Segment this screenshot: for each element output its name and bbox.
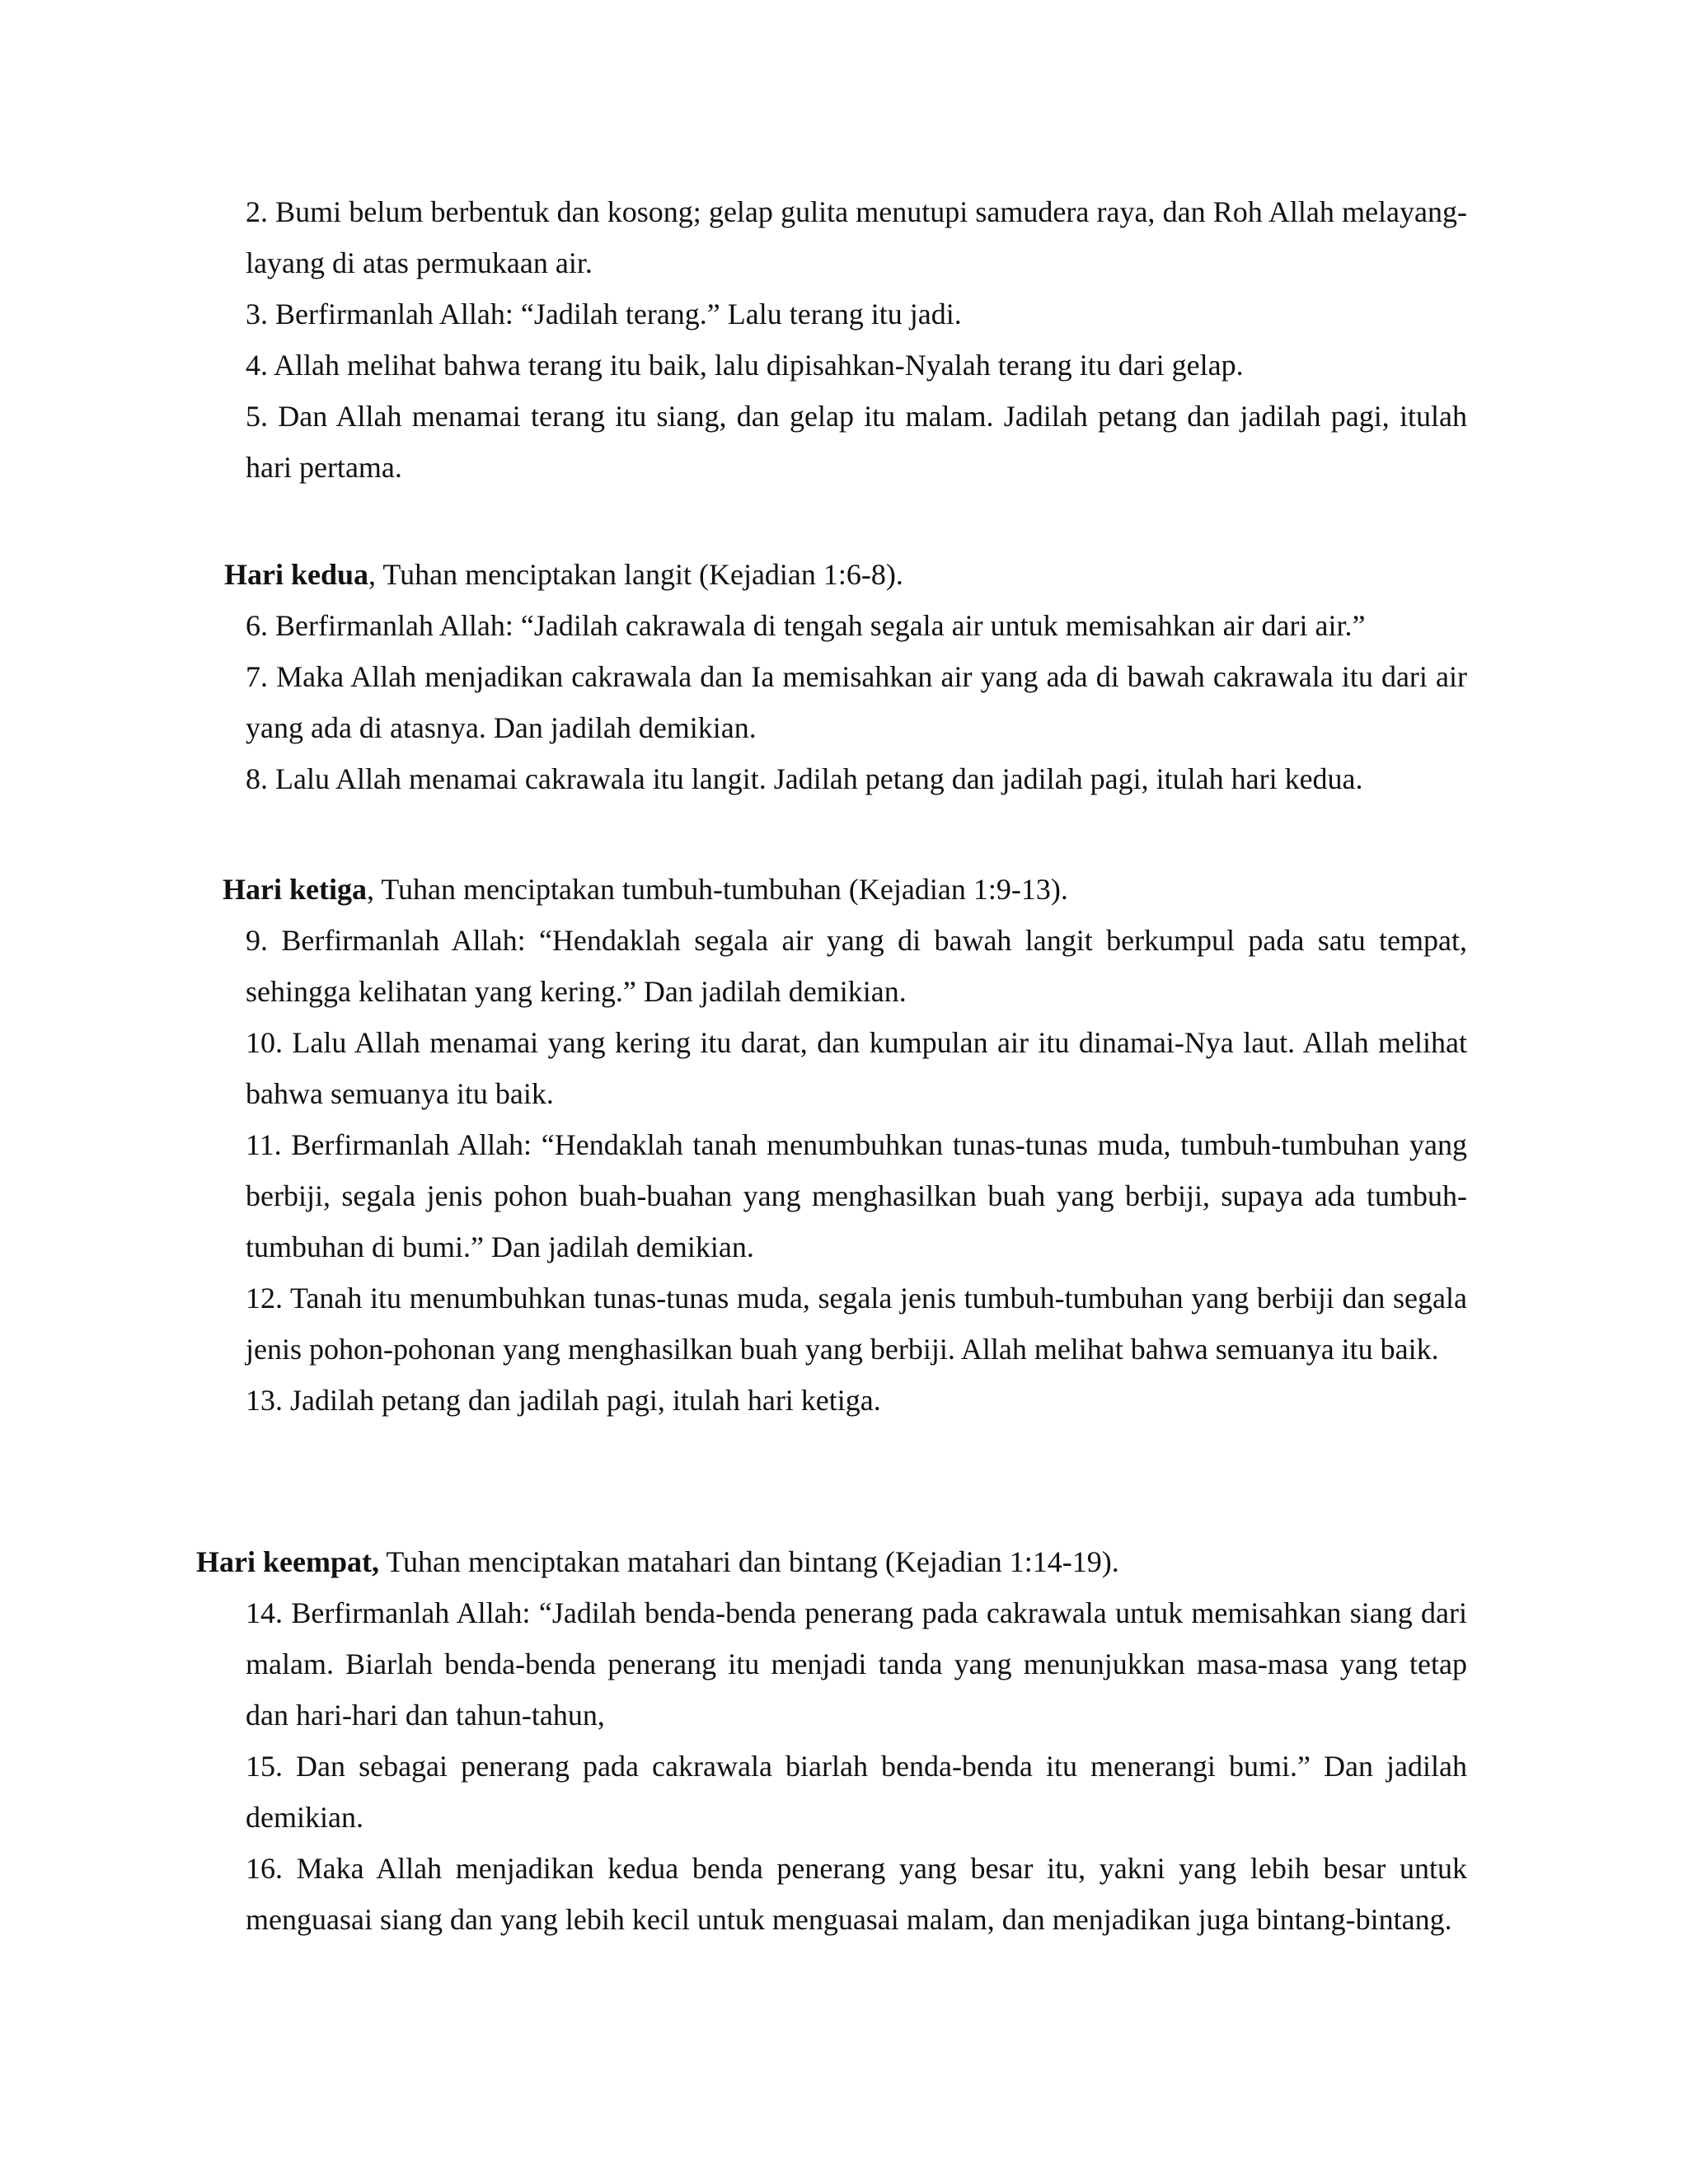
verse-4: 4. Allah melihat bahwa terang itu baik, lalu dipisahkan-Nyalah terang itu dari gelap. <box>246 349 1244 382</box>
verse-7: 7. Maka Allah menjadikan cakrawala dan Ia memisahkan air yang ada di bawah cakrawala itu dari air yang ada di atasnya. Dan jadilah demikian. <box>246 660 1467 744</box>
heading-day-four-text: Tuhan menciptakan matahari dan bintang (Kejadian 1:14-19). <box>378 1545 1119 1578</box>
verses-day-three <box>246 915 1467 1426</box>
verse-8: 8. Lalu Allah menamai cakrawala itu langit. Jadilah petang dan jadilah pagi, itulah hari kedua. <box>246 762 1363 795</box>
section-heading-day-two <box>224 549 903 600</box>
verses-day-four <box>246 1587 1467 1945</box>
heading-day-four-bold: Hari keempat, <box>196 1545 379 1578</box>
verse-16: 16. Maka Allah menjadikan kedua benda penerang yang besar itu, yakni yang lebih besar untuk menguasai siang dan yang lebih kecil untuk menguasai malam, dan menjadikan juga bintang-bintang. <box>246 1852 1467 1936</box>
verse-9: 9. Berfirmanlah Allah: “Hendaklah segala air yang di bawah langit berkumpul pada satu tempat, sehingga kelihatan yang kering.” Dan jadilah demikian. <box>246 924 1467 1008</box>
section-heading-day-three <box>223 864 1068 915</box>
section-heading-day-four <box>196 1536 1119 1587</box>
verse-10: 10. Lalu Allah menamai yang kering itu darat, dan kumpulan air itu dinamai-Nya laut. Allah melihat bahwa semuanya itu baik. <box>246 1026 1467 1110</box>
verses-day-two <box>246 600 1467 804</box>
verse-6: 6. Berfirmanlah Allah: “Jadilah cakrawala di tengah segala air untuk memisahkan air dari air.” <box>246 609 1366 642</box>
heading-day-two-bold: Hari kedua <box>224 558 369 591</box>
verse-5: 5. Dan Allah menamai terang itu siang, dan gelap itu malam. Jadilah petang dan jadilah pagi, itulah hari pertama. <box>246 400 1467 484</box>
verse-13: 13. Jadilah petang dan jadilah pagi, itulah hari ketiga. <box>246 1384 881 1417</box>
heading-day-two-text: , Tuhan menciptakan langit (Kejadian 1:6-8). <box>368 558 903 591</box>
verse-3: 3. Berfirmanlah Allah: “Jadilah terang.” Lalu terang itu jadi. <box>246 298 962 330</box>
verse-15: 15. Dan sebagai penerang pada cakrawala biarlah benda-benda itu menerangi bumi.” Dan jadilah demikian. <box>246 1750 1467 1834</box>
verse-14: 14. Berfirmanlah Allah: “Jadilah benda-benda penerang pada cakrawala untuk memisahkan siang dari malam. Biarlah benda-benda penerang itu menjadi tanda yang menunjukkan masa-masa yang tetap dan hari-hari dan tahun-tahun, <box>246 1596 1467 1732</box>
verse-12: 12. Tanah itu menumbuhkan tunas-tunas muda, segala jenis tumbuh-tumbuhan yang berbiji dan segala jenis pohon-pohonan yang menghasilkan buah yang berbiji. Allah melihat bahwa semuanya itu baik. <box>246 1282 1467 1366</box>
verse-11: 11. Berfirmanlah Allah: “Hendaklah tanah menumbuhkan tunas-tunas muda, tumbuh-tumbuhan yang berbiji, segala jenis pohon buah-buahan yang menghasilkan buah yang berbiji, supaya ada tumbuh-tumbuhan di bumi.” Dan jadilah demikian. <box>246 1128 1467 1263</box>
heading-day-three-bold: Hari ketiga <box>223 873 367 906</box>
verse-2: 2. Bumi belum berbentuk dan kosong; gelap gulita menutupi samudera raya, dan Roh Allah melayang-layang di atas permukaan air. <box>246 195 1467 279</box>
heading-day-three-text: , Tuhan menciptakan tumbuh-tumbuhan (Kejadian 1:9-13). <box>366 873 1068 906</box>
verses-day-one <box>246 186 1467 493</box>
